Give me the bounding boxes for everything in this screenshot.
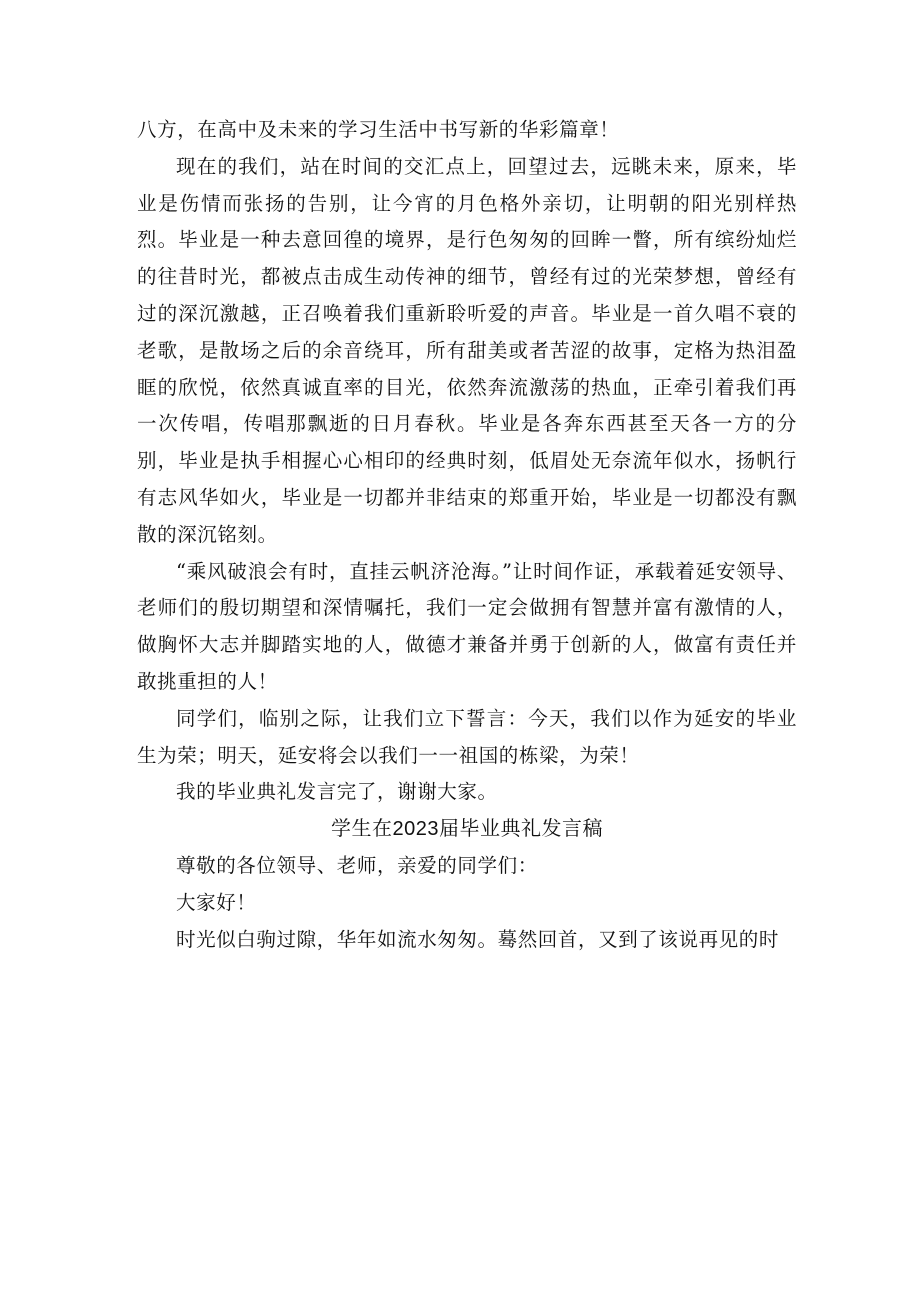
paragraph-opening: 时光似白驹过隙，华年如流水匆匆。蓦然回首，又到了该说再见的时 bbox=[176, 927, 780, 951]
paragraph-closing-thanks: 我的毕业典礼发言完了，谢谢大家。 bbox=[176, 780, 498, 804]
paragraph-continuation: 八方，在高中及未来的学习生活中书写新的华彩篇章！ bbox=[137, 118, 620, 141]
paragraph-greeting: 大家好！ bbox=[176, 890, 257, 914]
speech-title: 学生在2023届毕业典礼发言稿 bbox=[331, 818, 603, 841]
paragraph-pledge-quote: “乘风破浪会有时，直挂云帆济沧海。”让时间作证，承载着延安领导、老师们的殷切期望和深情嘱托，我们一定会做拥有智慧并富有激情的人，做胸怀大志并脚踏实地的人，做德才兼备并勇于创新的人，做富有责任并敢挑重担的人！ bbox=[137, 559, 797, 693]
document-body bbox=[137, 112, 797, 958]
paragraph-graduation-reflection: 现在的我们，站在时间的交汇点上，回望过去，远眺未来，原来，毕业是伤情而张扬的告别，让今宵的月色格外亲切，让明朝的阳光别样热烈。毕业是一种去意回徨的境界，是行色匆匆的回眸一瞥，所有缤纷灿烂的往昔时光，都被点击成生动传神的细节，曾经有过的光荣梦想，曾经有过的深沉激越，正召唤着我们重新聆听爱的声音。毕业是一首久唱不衰的老歌，是散场之后的余音绕耳，所有甜美或者苦涩的故事，定格为热泪盈眶的欣悦，依然真诚直率的目光，依然奔流激荡的热血，正牵引着我们再一次传唱，传唱那飘逝的日月春秋。毕业是各奔东西甚至天各一方的分别，毕业是执手相握心心相印的经典时刻，低眉处无奈流年似水，扬帆行有志风华如火，毕业是一切都并非结束的郑重开始，毕业是一切都没有飘散的深沉铭刻。 bbox=[137, 154, 797, 546]
paragraph-salutation: 尊敬的各位领导、老师，亲爱的同学们： bbox=[176, 853, 538, 877]
paragraph-oath: 同学们，临别之际，让我们立下誓言：今天，我们以作为延安的毕业生为荣；明天，延安将会以我们一一祖国的栋梁，为荣！ bbox=[137, 706, 797, 767]
